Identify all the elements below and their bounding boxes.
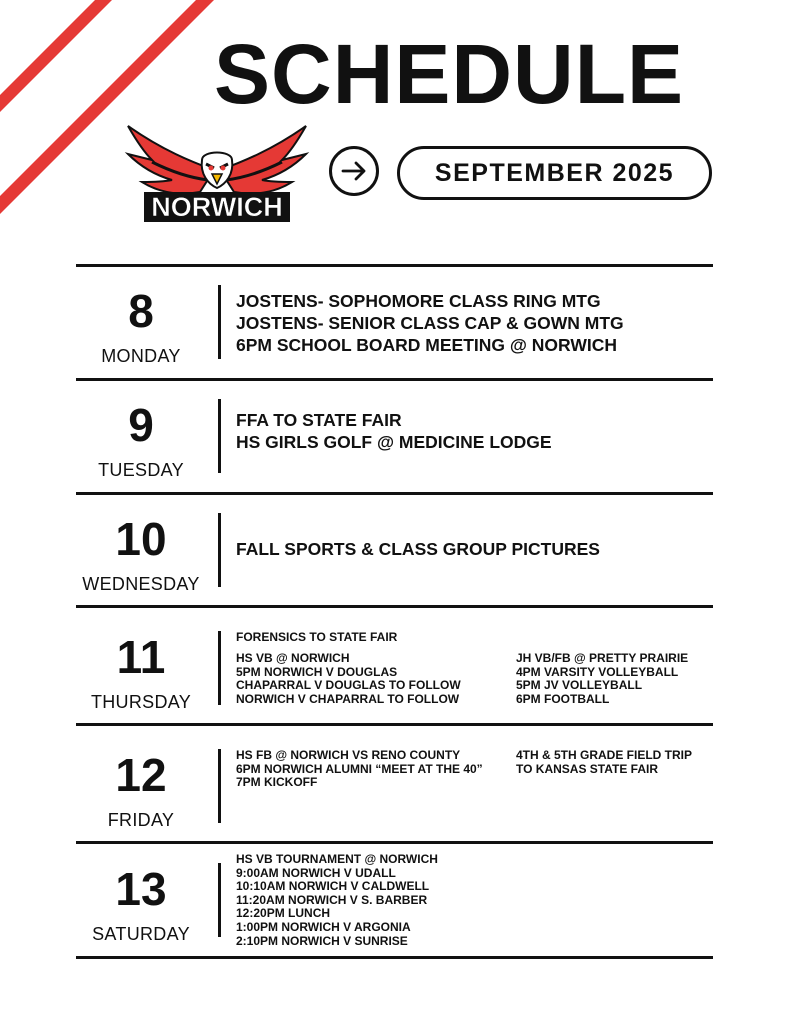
arrow-right-icon xyxy=(341,161,367,181)
event-item: HS VB TOURNAMENT @ NORWICH xyxy=(236,852,438,866)
day-separator xyxy=(218,399,221,473)
day-number: 10 xyxy=(115,513,167,565)
event-item: 11:20AM NORWICH V S. BARBER xyxy=(236,892,428,907)
event-item: 5PM JV VOLLEYBALL xyxy=(516,678,643,693)
event-item: FALL SPORTS & CLASS GROUP PICTURES xyxy=(236,539,600,559)
event-item: 4PM VARSITY VOLLEYBALL xyxy=(516,664,679,679)
event-list xyxy=(236,538,600,560)
day-name: THURSDAY xyxy=(90,692,192,712)
day-separator xyxy=(218,285,221,359)
event-list xyxy=(236,290,624,356)
day-number: 8 xyxy=(128,285,154,337)
event-item: 6PM NORWICH ALUMNI “MEET AT THE 40” xyxy=(236,761,483,776)
divider xyxy=(76,492,713,495)
event-list-right xyxy=(516,652,688,706)
divider xyxy=(76,841,713,844)
day-separator xyxy=(218,863,221,937)
day-number: 9 xyxy=(128,399,154,451)
event-item: 7PM KICKOFF xyxy=(236,775,318,790)
day-separator xyxy=(218,749,221,823)
event-item: 9:00AM NORWICH V UDALL xyxy=(236,865,396,880)
event-item: CHAPARRAL V DOUGLAS TO FOLLOW xyxy=(236,678,461,693)
divider xyxy=(76,605,713,608)
divider xyxy=(76,956,713,959)
event-item: JH VB/FB @ PRETTY PRAIRIE xyxy=(516,651,689,665)
event-list-right xyxy=(516,749,701,776)
page-title: SCHEDULE xyxy=(214,27,685,121)
event-list xyxy=(236,853,438,948)
divider xyxy=(76,723,713,726)
event-item: 10:10AM NORWICH V CALDWELL xyxy=(236,879,430,894)
event-item: HS VB @ NORWICH xyxy=(236,651,350,665)
logo-wordmark: NORWICH xyxy=(151,192,283,222)
event-item: FORENSICS TO STATE FAIR xyxy=(236,630,398,644)
day-separator xyxy=(218,513,221,587)
event-item: JOSTENS- SENIOR CLASS CAP & GOWN MTG xyxy=(236,313,624,333)
event-item: 12:20PM LUNCH xyxy=(236,906,331,921)
event-top xyxy=(236,631,397,645)
event-list-left xyxy=(236,652,461,706)
day-name: WEDNESDAY xyxy=(82,574,200,594)
event-item: JOSTENS- SOPHOMORE CLASS RING MTG xyxy=(236,291,601,311)
day-number: 12 xyxy=(115,749,167,801)
eagle-logo-icon xyxy=(122,122,312,224)
day-name: MONDAY xyxy=(101,346,181,366)
event-list-left xyxy=(236,749,506,790)
event-item: 1:00PM NORWICH V ARGONIA xyxy=(236,919,411,934)
day-number: 11 xyxy=(116,631,166,683)
next-month-button[interactable] xyxy=(329,146,379,196)
event-item: 6PM SCHOOL BOARD MEETING @ NORWICH xyxy=(236,335,618,355)
day-name: TUESDAY xyxy=(98,460,184,480)
event-item: 4TH & 5TH GRADE FIELD TRIP TO KANSAS STATE FAIR xyxy=(516,748,692,776)
event-item: HS FB @ NORWICH VS RENO COUNTY xyxy=(236,748,461,762)
divider xyxy=(76,378,713,381)
event-item: FFA TO STATE FAIR xyxy=(236,410,402,430)
day-separator xyxy=(218,631,221,705)
month-label: SEPTEMBER 2025 xyxy=(397,146,712,200)
event-item: 6PM FOOTBALL xyxy=(516,691,610,706)
event-item: 5PM NORWICH V DOUGLAS xyxy=(236,664,398,679)
event-item: NORWICH V CHAPARRAL TO FOLLOW xyxy=(236,691,460,706)
event-item: HS GIRLS GOLF @ MEDICINE LODGE xyxy=(236,432,552,452)
day-name: FRIDAY xyxy=(107,810,175,830)
event-list xyxy=(236,409,552,453)
divider xyxy=(76,264,713,267)
day-number: 13 xyxy=(115,863,167,915)
day-name: SATURDAY xyxy=(92,924,190,944)
event-item: 2:10PM NORWICH V SUNRISE xyxy=(236,933,408,948)
